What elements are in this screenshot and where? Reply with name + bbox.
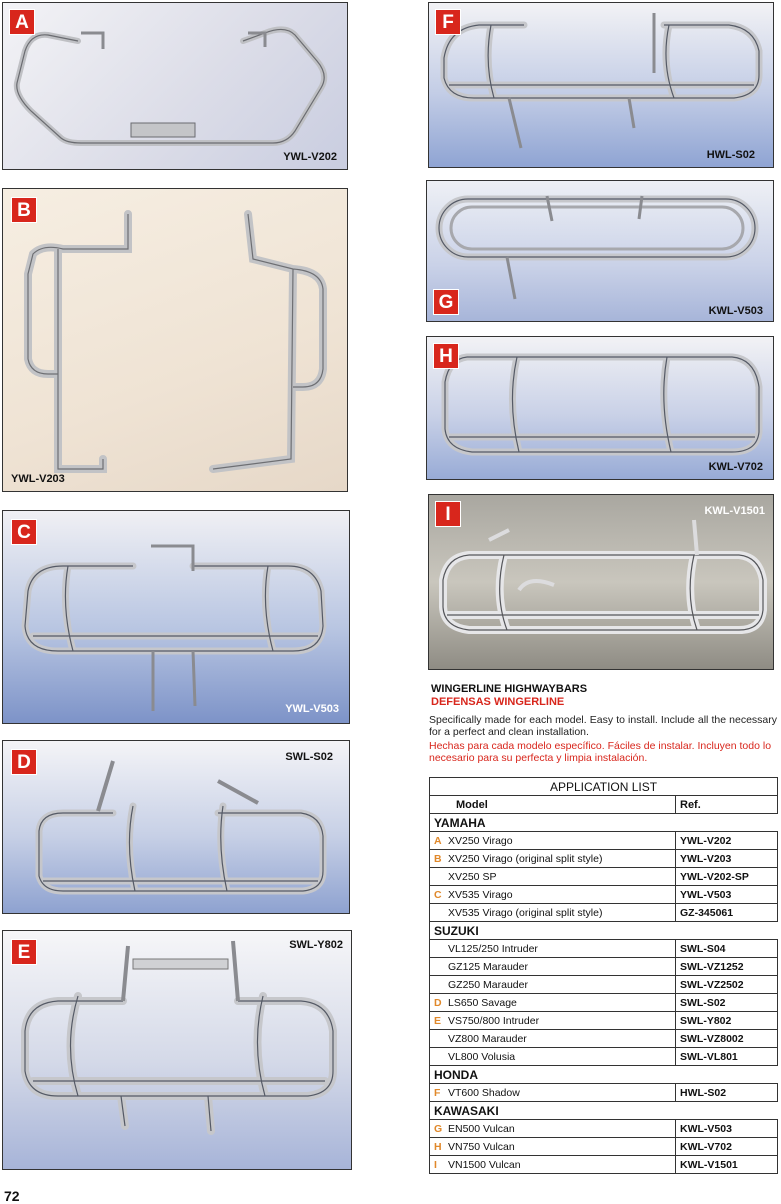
- highway-bar-photo: [427, 337, 774, 480]
- product-panel-f: [428, 2, 774, 168]
- model-cell: [430, 850, 676, 868]
- ref-cell: SWL-VZ8002: [676, 1030, 778, 1048]
- panel-code: KWL-V1501: [704, 505, 765, 517]
- table-row: [430, 1012, 778, 1030]
- ref-cell: KWL-V702: [676, 1138, 778, 1156]
- model-name: VT600 Shadow: [448, 1086, 520, 1099]
- panel-code: HWL-S02: [706, 149, 755, 161]
- model-name: LS650 Savage: [448, 996, 517, 1009]
- description-english: Specifically made for each model. Easy to install. Include all the necessary for a perfect and clean installation.: [429, 714, 777, 738]
- ref-cell: YWL-V202-SP: [676, 868, 778, 886]
- product-panel-a: [2, 2, 348, 170]
- model-name: EN500 Vulcan: [448, 1122, 515, 1135]
- product-panel-e: [2, 930, 352, 1170]
- ref-cell: YWL-V203: [676, 850, 778, 868]
- table-row: [430, 886, 778, 904]
- section-heading: WINGERLINE HIGHWAYBARS: [431, 683, 588, 695]
- table-row: [430, 904, 778, 922]
- model-cell: [430, 976, 676, 994]
- model-name: XV535 Virago: [448, 888, 513, 901]
- model-letter: F: [434, 1086, 441, 1099]
- ref-cell: SWL-VZ2502: [676, 976, 778, 994]
- model-letter: D: [434, 996, 442, 1009]
- highway-bar-photo: [3, 931, 352, 1170]
- table-brand-row: [430, 1066, 778, 1084]
- model-cell: [430, 1012, 676, 1030]
- panel-code: YWL-V503: [285, 703, 339, 715]
- model-cell: [430, 940, 676, 958]
- table-row: [430, 994, 778, 1012]
- model-letter: C: [434, 888, 442, 901]
- model-name: GZ125 Marauder: [448, 960, 528, 973]
- highway-bar-photo: [3, 3, 348, 170]
- product-panel-g: [426, 180, 774, 322]
- table-brand-row: [430, 922, 778, 940]
- ref-cell: GZ-345061: [676, 904, 778, 922]
- ref-cell: SWL-VL801: [676, 1048, 778, 1066]
- table-row: [430, 1030, 778, 1048]
- panel-code: YWL-V202: [283, 151, 337, 163]
- brand-name: KAWASAKI: [430, 1102, 778, 1120]
- model-cell: [430, 958, 676, 976]
- model-name: VL800 Volusia: [448, 1050, 516, 1063]
- table-row: [430, 958, 778, 976]
- ref-cell: SWL-S02: [676, 994, 778, 1012]
- model-letter: H: [434, 1140, 442, 1153]
- panel-code: KWL-V702: [708, 461, 763, 473]
- column-header-ref: Ref.: [676, 796, 778, 814]
- model-cell: [430, 1120, 676, 1138]
- model-letter: B: [434, 852, 442, 865]
- brand-name: SUZUKI: [430, 922, 778, 940]
- table-row: [430, 1048, 778, 1066]
- table-row: [430, 1084, 778, 1102]
- model-cell: [430, 1084, 676, 1102]
- table-row: [430, 1138, 778, 1156]
- model-letter: A: [434, 834, 442, 847]
- model-letter: I: [434, 1158, 437, 1171]
- panel-letter-badge: C: [11, 519, 37, 545]
- panel-letter-badge: F: [435, 9, 461, 35]
- panel-code: SWL-S02: [285, 751, 333, 763]
- panel-code: YWL-V203: [11, 473, 65, 485]
- table-brand-row: [430, 1102, 778, 1120]
- product-panel-b: [2, 188, 348, 492]
- panel-letter-badge: G: [433, 289, 459, 315]
- model-letter: E: [434, 1014, 442, 1027]
- panel-letter-badge: E: [11, 939, 37, 965]
- highway-bar-photo: [429, 3, 774, 168]
- table-row: [430, 940, 778, 958]
- product-panel-h: [426, 336, 774, 480]
- panel-code: SWL-Y802: [289, 939, 343, 951]
- model-cell: [430, 994, 676, 1012]
- panel-code: KWL-V503: [708, 305, 763, 317]
- model-name: XV535 Virago (original split style): [448, 906, 603, 919]
- highway-bar-photo: [429, 495, 774, 670]
- ref-cell: YWL-V503: [676, 886, 778, 904]
- table-title: APPLICATION LIST: [430, 778, 778, 796]
- model-name: VS750/800 Intruder: [448, 1014, 540, 1027]
- model-cell: [430, 1138, 676, 1156]
- brand-name: HONDA: [430, 1066, 778, 1084]
- panel-letter-badge: H: [433, 343, 459, 369]
- page-number: 72: [4, 1188, 20, 1204]
- highway-bar-photo: [3, 741, 350, 914]
- application-list-table: [429, 777, 778, 1174]
- model-name: XV250 SP: [448, 870, 497, 883]
- ref-cell: KWL-V503: [676, 1120, 778, 1138]
- ref-cell: SWL-VZ1252: [676, 958, 778, 976]
- model-cell: [430, 832, 676, 850]
- product-panel-i: [428, 494, 774, 670]
- model-name: GZ250 Marauder: [448, 978, 528, 991]
- model-name: VN1500 Vulcan: [448, 1158, 521, 1171]
- highway-bar-photo: [3, 189, 348, 492]
- table-row: [430, 868, 778, 886]
- panel-letter-badge: B: [11, 197, 37, 223]
- table-row: [430, 850, 778, 868]
- ref-cell: SWL-Y802: [676, 1012, 778, 1030]
- highway-bar-photo: [3, 511, 350, 724]
- model-name: VL125/250 Intruder: [448, 942, 538, 955]
- model-name: VN750 Vulcan: [448, 1140, 515, 1153]
- ref-cell: YWL-V202: [676, 832, 778, 850]
- model-cell: [430, 1030, 676, 1048]
- product-panel-c: [2, 510, 350, 724]
- ref-cell: KWL-V1501: [676, 1156, 778, 1174]
- model-cell: [430, 868, 676, 886]
- table-body: [430, 814, 778, 1174]
- table-row: [430, 976, 778, 994]
- ref-cell: SWL-S04: [676, 940, 778, 958]
- table-row: [430, 832, 778, 850]
- model-cell: [430, 904, 676, 922]
- model-name: XV250 Virago (original split style): [448, 852, 603, 865]
- section-subheading: DEFENSAS WINGERLINE: [431, 696, 565, 708]
- table-row: [430, 1156, 778, 1174]
- table-row: [430, 1120, 778, 1138]
- model-cell: [430, 1048, 676, 1066]
- table-brand-row: [430, 814, 778, 832]
- model-cell: [430, 886, 676, 904]
- brand-name: YAMAHA: [430, 814, 778, 832]
- panel-letter-badge: A: [9, 9, 35, 35]
- model-name: XV250 Virago: [448, 834, 513, 847]
- column-header-model: Model: [430, 796, 676, 814]
- description-spanish: Hechas para cada modelo específico. Fáciles de instalar. Incluyen todo lo necesario para su perfecta y limpia instalación.: [429, 740, 772, 764]
- product-panel-d: [2, 740, 350, 914]
- panel-letter-badge: D: [11, 749, 37, 775]
- ref-cell: HWL-S02: [676, 1084, 778, 1102]
- highway-bar-photo: [427, 181, 774, 322]
- model-letter: G: [434, 1122, 443, 1135]
- panel-letter-badge: I: [435, 501, 461, 527]
- model-name: VZ800 Marauder: [448, 1032, 527, 1045]
- model-cell: [430, 1156, 676, 1174]
